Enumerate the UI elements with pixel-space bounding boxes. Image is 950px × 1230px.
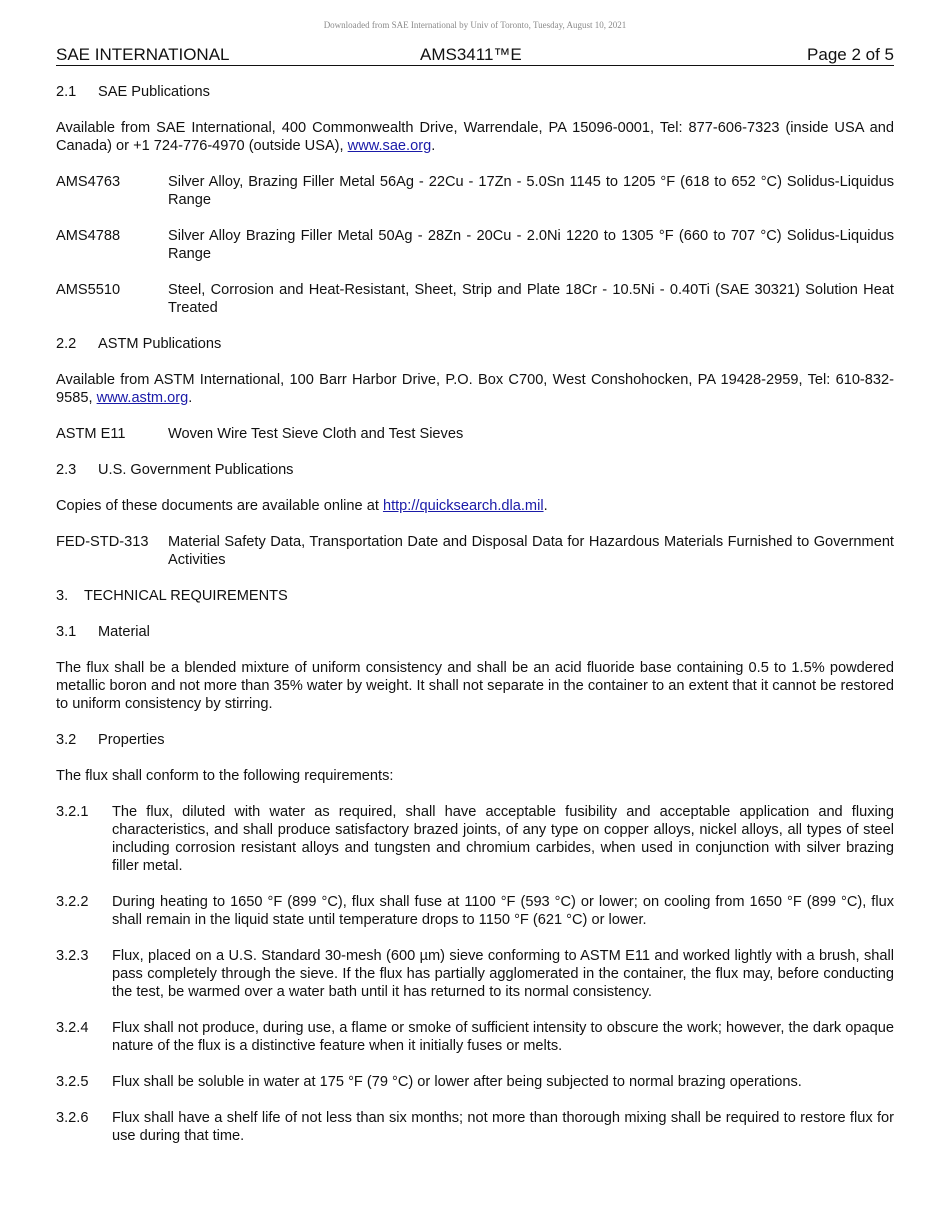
quicksearch-link[interactable]: http://quicksearch.dla.mil <box>382 498 544 514</box>
reference-item <box>56 425 894 443</box>
material-paragraph: The flux shall be a blended mixture of uniform consistency and shall be an acid fluoride base containing 0.5 to 1.5% powdered metallic boron and not more than 35% water by weight. It shall not separate in the container to an extent that it cannot be restored to uniform consistency by stirring. <box>56 660 894 712</box>
section-3-2-heading <box>56 731 894 749</box>
astm-availability-text: Available from ASTM International, 100 Barr Harbor Drive, P.O. Box C700, West Conshohocken, PA 19428-2959, Tel: 610-832-9585, <box>56 372 894 406</box>
section-number: 3.1 <box>56 624 77 640</box>
section-2-3-heading <box>56 461 894 479</box>
reference-code: AMS4763 <box>56 174 121 190</box>
requirement-text: Flux shall have a shelf life of not less than six months; not more than thorough mixing shall be required to restore flux for use during that time. <box>112 1110 894 1144</box>
gov-availability: Copies of these documents are available online at http://quicksearch.dla.mil. <box>56 498 548 514</box>
requirement-number: 3.2.3 <box>56 948 89 964</box>
requirement-number: 3.2.6 <box>56 1110 89 1126</box>
section-title: Material <box>98 624 150 640</box>
sae-availability-text: Available from SAE International, 400 Commonwealth Drive, Warrendale, PA 15096-0001, Tel: 877-606-7323 (inside USA and Canada) or +1 724-776-4970 (outside USA), <box>56 120 894 154</box>
section-3-1-heading <box>56 623 894 641</box>
section-number: 2.1 <box>56 84 77 100</box>
section-3-heading <box>56 587 894 605</box>
section-number: 2.2 <box>56 336 77 352</box>
header-page-number: Page 2 of 5 <box>807 45 894 64</box>
requirement-number: 3.2.5 <box>56 1074 89 1090</box>
reference-item <box>56 227 894 263</box>
requirement-text: Flux, placed on a U.S. Standard 30-mesh (600 µm) sieve conforming to ASTM E11 and worked lightly with a brush, shall pass completely through the sieve. If the flux has partially agglomerated in the container, the flux may, before conducting the test, be warmed over a water bath until it has returned to its normal consistency. <box>112 948 894 1000</box>
section-title: ASTM Publications <box>98 336 222 352</box>
requirement-text: During heating to 1650 °F (899 °C), flux shall fuse at 1100 °F (593 °C) or lower; on cooling from 1650 °F (899 °C), flux shall remain in the liquid state until temperature drops to 1150 °F (621 °C) or lower. <box>112 894 894 928</box>
reference-description: Silver Alloy, Brazing Filler Metal 56Ag - 22Cu - 17Zn - 5.0Sn 1145 to 1205 °F (618 to 652 °C) Solidus-Liquidus Range <box>168 174 894 208</box>
requirement-number: 3.2.1 <box>56 804 89 820</box>
reference-description: Silver Alloy Brazing Filler Metal 50Ag - 28Zn - 20Cu - 2.0Ni 1220 to 1305 °F (660 to 707 °C) Solidus-Liquidus Range <box>168 228 894 262</box>
requirement-text: The flux, diluted with water as required, shall have acceptable fusibility and acceptable application and fluxing characteristics, and shall produce satisfactory brazed joints, of any type on copper alloys, nickel alloys, all types of steel including corrosion resistant alloys and tungsten and chromium carbides, when used in conjunction with silver brazing filler metal. <box>112 804 894 874</box>
astm-link[interactable]: www.astm.org <box>96 390 189 406</box>
reference-description: Woven Wire Test Sieve Cloth and Test Sieves <box>168 426 464 442</box>
sae-availability: Available from SAE International, 400 Commonwealth Drive, Warrendale, PA 15096-0001, Tel: 877-606-7323 (inside USA and Canada) or +1 724-776-4970 (outside USA), www.sae.org. <box>56 120 894 154</box>
section-number: 2.3 <box>56 462 77 478</box>
section-title: SAE Publications <box>98 84 210 100</box>
astm-reference-list <box>56 425 894 443</box>
gov-reference-list <box>56 533 894 569</box>
header-doc-number: AMS3411™E <box>420 45 522 64</box>
section-number: 3. <box>56 588 69 604</box>
section-2-2-heading <box>56 335 894 353</box>
requirement-item <box>56 947 894 1001</box>
requirement-item <box>56 1019 894 1055</box>
properties-intro: The flux shall conform to the following requirements: <box>56 768 394 784</box>
reference-item <box>56 173 894 209</box>
requirement-text: Flux shall be soluble in water at 175 °F (79 °C) or lower after being subjected to normal brazing operations. <box>112 1074 802 1090</box>
section-title: U.S. Government Publications <box>98 462 294 478</box>
requirement-item <box>56 893 894 929</box>
page-header <box>56 45 894 66</box>
header-org: SAE INTERNATIONAL <box>56 45 230 64</box>
reference-code: FED-STD-313 <box>56 534 149 550</box>
section-title: Properties <box>98 732 165 748</box>
reference-item <box>56 533 894 569</box>
requirement-number: 3.2.4 <box>56 1020 89 1036</box>
reference-description: Steel, Corrosion and Heat-Resistant, Sheet, Strip and Plate 18Cr - 10.5Ni - 0.40Ti (SAE 30321) Solution Heat Treated <box>168 282 894 316</box>
reference-item <box>56 281 894 317</box>
requirement-number: 3.2.2 <box>56 894 89 910</box>
section-title: TECHNICAL REQUIREMENTS <box>84 588 288 604</box>
reference-code: ASTM E11 <box>56 426 126 442</box>
properties-list <box>56 803 894 1145</box>
gov-availability-text: Copies of these documents are available online at <box>56 498 383 514</box>
requirement-item <box>56 803 894 875</box>
download-watermark: Downloaded from SAE International by Univ of Toronto, Tuesday, August 10, 2021 <box>323 20 627 30</box>
requirement-text: Flux shall not produce, during use, a flame or smoke of sufficient intensity to obscure the work; however, the dark opaque nature of the flux is a distinctive feature when it initially fuses or melts. <box>112 1020 894 1054</box>
document-body <box>56 83 894 1163</box>
astm-availability: Available from ASTM International, 100 Barr Harbor Drive, P.O. Box C700, West Conshohocken, PA 19428-2959, Tel: 610-832-9585, www.astm.org. <box>56 372 894 406</box>
reference-code: AMS4788 <box>56 228 121 244</box>
reference-description: Material Safety Data, Transportation Date and Disposal Data for Hazardous Materials Furnished to Government Activities <box>168 534 894 568</box>
reference-code: AMS5510 <box>56 282 121 298</box>
requirement-item <box>56 1073 894 1091</box>
section-number: 3.2 <box>56 732 77 748</box>
requirement-item <box>56 1109 894 1145</box>
sae-reference-list <box>56 173 894 317</box>
sae-link[interactable]: www.sae.org <box>347 138 432 154</box>
section-2-1-heading <box>56 83 894 101</box>
